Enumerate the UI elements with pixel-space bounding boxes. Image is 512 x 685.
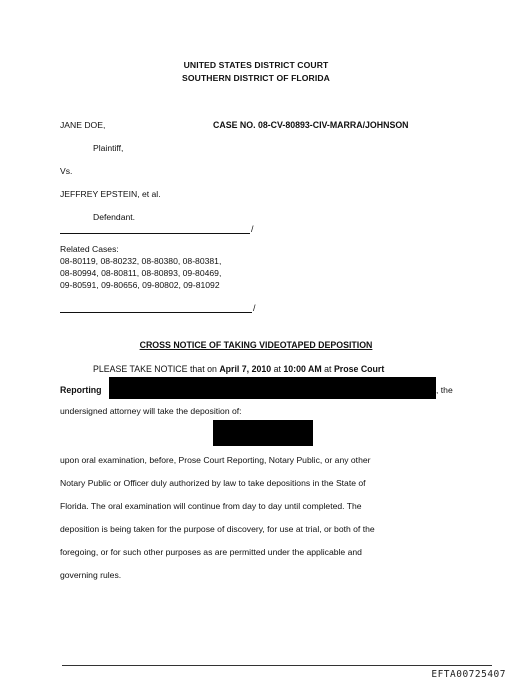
related-signature-line bbox=[60, 312, 252, 313]
case-number: CASE NO. 08-CV-80893-CIV-MARRA/JOHNSON bbox=[213, 120, 409, 130]
body-line: Notary Public or Officer duly authorized by law to take depositions in the State of bbox=[60, 478, 366, 488]
caption-signature-line bbox=[60, 233, 250, 234]
redaction-block bbox=[213, 420, 313, 446]
defendant-name: JEFFREY EPSTEIN, et al. bbox=[60, 189, 161, 199]
defendant-role: Defendant. bbox=[93, 212, 136, 222]
redaction-block bbox=[109, 377, 436, 399]
notice-text: at bbox=[321, 364, 334, 374]
related-cases-line: 09-80591, 09-80656, 09-80802, 09-81092 bbox=[60, 280, 220, 290]
body-line: upon oral examination, before, Prose Court Reporting, Notary Public, or any other bbox=[60, 455, 371, 465]
document-id: EFTA00725407 bbox=[431, 669, 506, 680]
body-line: foregoing, or for such other purposes as are permitted under the applicable and bbox=[60, 547, 362, 557]
deposition-venue-cont: Reporting bbox=[60, 385, 102, 395]
related-slash: / bbox=[253, 303, 256, 313]
plaintiff-role: Plaintiff, bbox=[93, 143, 124, 153]
court-name-line1: UNITED STATES DISTRICT COURT bbox=[183, 60, 329, 70]
notice-title: CROSS NOTICE OF TAKING VIDEOTAPED DEPOSITION bbox=[139, 340, 373, 350]
notice-line-3: undersigned attorney will take the deposition of: bbox=[60, 406, 242, 416]
versus-label: Vs. bbox=[60, 166, 73, 176]
notice-line-1 bbox=[93, 364, 384, 375]
notice-text: at bbox=[271, 364, 284, 374]
court-header bbox=[0, 59, 512, 84]
notice-the: , the bbox=[436, 385, 453, 395]
body-line: deposition is being taken for the purpose of discovery, for use at trial, or both of the bbox=[60, 524, 375, 534]
related-cases-label: Related Cases: bbox=[60, 244, 119, 254]
related-cases-line: 08-80119, 08-80232, 08-80380, 08-80381, bbox=[60, 256, 222, 266]
deposition-venue: Prose Court bbox=[333, 364, 385, 374]
plaintiff-name: JANE DOE, bbox=[60, 120, 106, 130]
body-line: governing rules. bbox=[60, 570, 122, 580]
footer-rule bbox=[62, 665, 492, 666]
notice-text: PLEASE TAKE NOTICE that on bbox=[93, 364, 220, 374]
body-line: Florida. The oral examination will continue from day to day until completed. The bbox=[60, 501, 362, 511]
deposition-time: 10:00 AM bbox=[283, 364, 322, 374]
deposition-date: April 7, 2010 bbox=[219, 364, 272, 374]
court-name-line2: SOUTHERN DISTRICT OF FLORIDA bbox=[182, 72, 330, 83]
related-cases-line: 08-80994, 08-80811, 08-80893, 09-80469, bbox=[60, 268, 222, 278]
caption-slash: / bbox=[251, 224, 254, 234]
